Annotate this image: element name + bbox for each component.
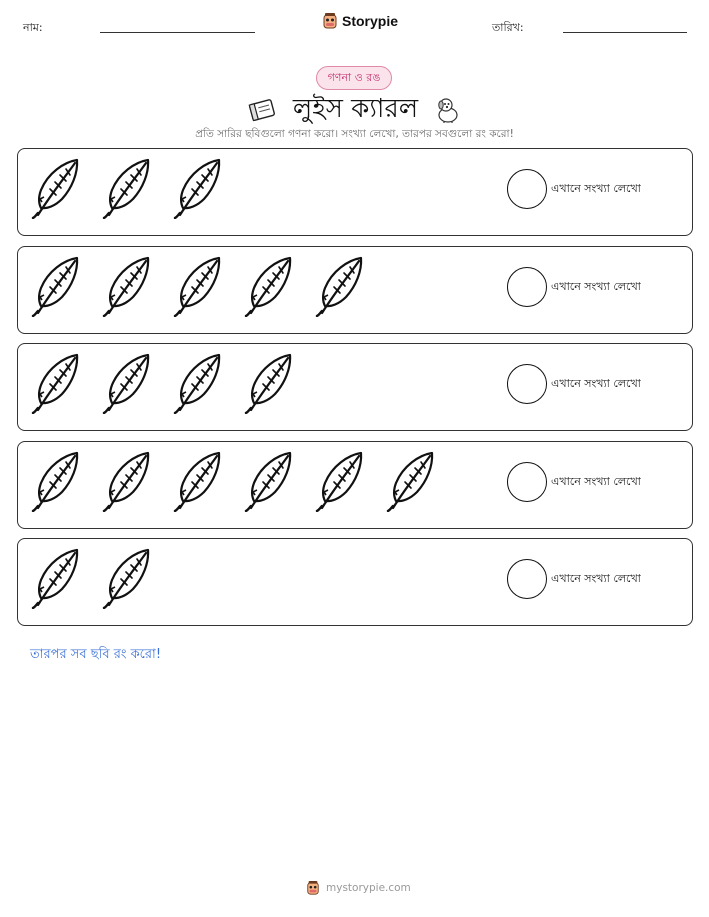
brand-logo	[322, 12, 398, 30]
feather-quill-icon	[101, 352, 155, 414]
feather-quill-icon	[101, 157, 155, 219]
title-row	[0, 88, 709, 132]
mascot-icon	[306, 880, 320, 896]
answer-label: এখানে সংখ্যা লেখো	[551, 279, 641, 293]
date-line[interactable]	[563, 32, 687, 33]
count-row	[17, 246, 693, 334]
feather-quill-icon	[30, 255, 84, 317]
answer-circle[interactable]	[507, 364, 547, 404]
footer	[306, 880, 411, 896]
feather-quill-icon	[30, 352, 84, 414]
feather-quill-icon	[314, 450, 368, 512]
footer-site: mystorypie.com	[326, 882, 411, 894]
answer-circle[interactable]	[507, 559, 547, 599]
feather-quill-icon	[243, 352, 297, 414]
feather-quill-icon	[30, 450, 84, 512]
answer-label: এখানে সংখ্যা লেখো	[551, 182, 641, 195]
feather-quill-icon	[172, 157, 226, 219]
book-icon	[247, 97, 277, 123]
date-label: তারিখ:	[492, 21, 524, 34]
name-line[interactable]	[100, 32, 255, 33]
feather-quill-icon	[172, 255, 226, 317]
feather-quill-icon	[385, 450, 439, 512]
feather-quill-icon	[243, 450, 297, 512]
category-badge: গণনা ও রঙ	[316, 66, 392, 90]
feather-quill-icon	[101, 255, 155, 317]
feather-quill-icon	[243, 255, 297, 317]
feather-quill-icon	[314, 255, 368, 317]
answer-circle[interactable]	[507, 462, 547, 502]
color-all-prompt: তারপর সব ছবি রং করো!	[30, 647, 162, 662]
puppy-icon	[434, 95, 462, 125]
answer-label: এখানে সংখ্যা লেখো	[551, 377, 641, 390]
feather-quill-icon	[172, 352, 226, 414]
count-row	[17, 441, 693, 529]
feather-quill-icon	[101, 547, 155, 609]
count-row	[17, 538, 693, 626]
name-label: নাম:	[23, 21, 43, 34]
feather-quill-icon	[30, 157, 84, 219]
feather-quill-icon	[30, 547, 84, 609]
answer-circle[interactable]	[507, 267, 547, 307]
page-title: লুইস ক্যারল	[292, 94, 419, 124]
answer-label: এখানে সংখ্যা লেখো	[551, 572, 641, 585]
answer-label: এখানে সংখ্যা লেখো	[551, 474, 641, 488]
feather-quill-icon	[101, 450, 155, 512]
mascot-icon	[322, 12, 338, 30]
count-row	[17, 148, 693, 236]
brand-name: Storypie	[342, 13, 399, 29]
count-row	[17, 343, 693, 431]
instruction-text: প্রতি সারির ছবিগুলো গণনা করো। সংখ্যা লেখো, তারপর সবগুলো রং করো!	[195, 128, 514, 140]
feather-quill-icon	[172, 450, 226, 512]
answer-circle[interactable]	[507, 169, 547, 209]
